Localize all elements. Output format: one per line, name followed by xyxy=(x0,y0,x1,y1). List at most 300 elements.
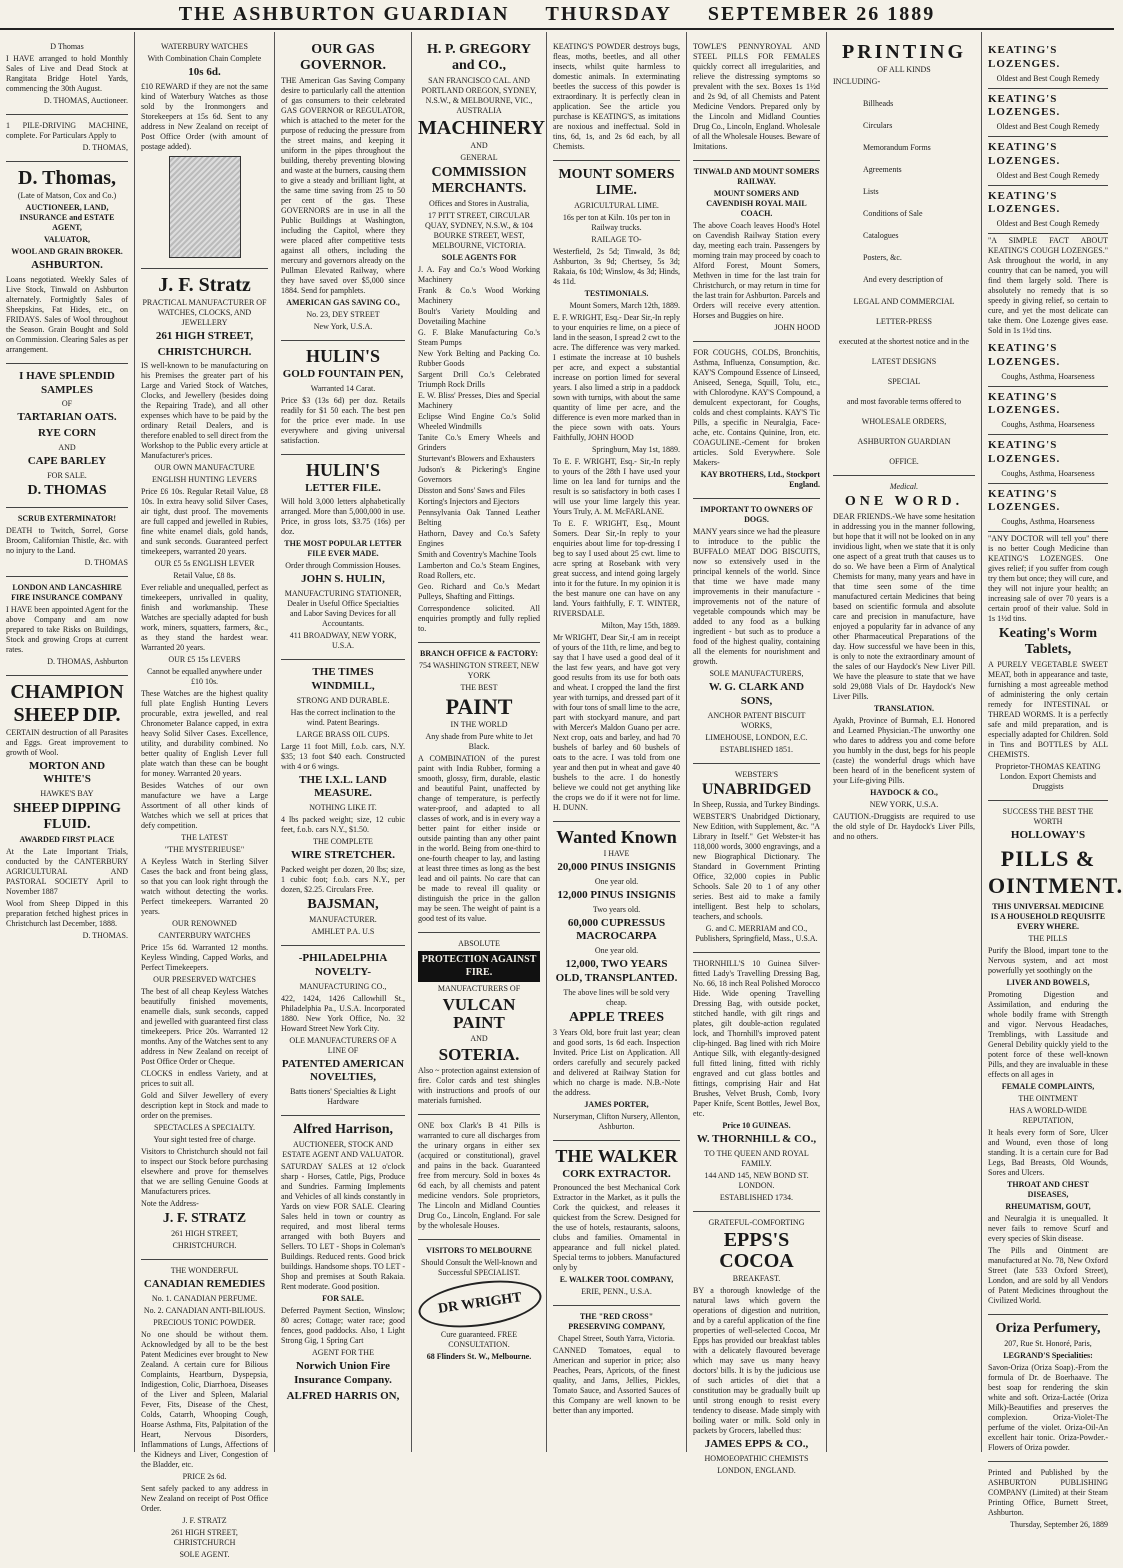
tree-age: Two years old. xyxy=(592,904,641,914)
ad-signature: D. THOMAS, xyxy=(82,143,128,152)
agency-item: Frank & Co.'s Wood Working Machinery xyxy=(418,286,540,306)
testimonial: E. F. WRIGHT, Esq.- Dear Sir,-In reply to your enquiries re lime, on a piece of land in the season, I spread 2 cwt to the acre. The difference was very marked. I estimate the increase at 10 bushels per acre, and expect a substantial increase on portion limed for several years. I also limed a strip in a paddock sown with turnips, with about the same quantity of lime per acre, and the difference is even more marked than in the piece sown with oats. Yours Faithfully, JOHN HOOD xyxy=(553,313,680,443)
remedy-item: No. 1. CANADIAN PERFUME. xyxy=(151,1294,258,1304)
ad-fire-insurance xyxy=(6,577,128,676)
printing-item: Memorandum Forms xyxy=(863,143,931,152)
ad-body: 422, 1424, 1426 Callowhill St., Philadelphia Pa., U.S.A. Incorporated 1880. New York Office, No. 32 Howard Street New York City. xyxy=(281,993,405,1033)
section-label: Medical. xyxy=(889,482,919,491)
ad-walker xyxy=(553,1141,680,1307)
kl-title: KEATING'S LOZENGES. xyxy=(988,439,1061,465)
ad-subtitle: (Late of Matson, Cox and Co.) xyxy=(17,191,117,200)
ad-and: AND xyxy=(470,141,488,151)
ad-address: NEW YORK, U.S.A. xyxy=(869,800,939,810)
ad-cure: Cure guaranteed. FREE CONSULTATION. xyxy=(440,1330,518,1349)
firm-city: CHRISTCHURCH. xyxy=(172,1241,237,1251)
ad-signature: D. THOMAS. xyxy=(82,931,128,941)
ad-heading: WATERBURY WATCHES xyxy=(161,42,248,51)
ad-title: Oriza Perfumery, xyxy=(995,1320,1101,1336)
ad-protection: PROTECTION AGAINST FIRE. xyxy=(418,951,540,982)
tree-item: 20,000 PINUS INSIGNIS xyxy=(557,861,676,874)
ad-body: Has the correct inclination to the wind. Patent Bearings. xyxy=(290,707,396,727)
ad-printing xyxy=(833,36,975,476)
ad-sole: SOLE AGENTS FOR xyxy=(441,253,517,263)
ad-title: WIRE STRETCHER. xyxy=(291,849,395,862)
ad-and: AND xyxy=(470,1034,488,1044)
column-2 xyxy=(135,32,275,1560)
ad-fluid: SHEEP DIPPING FLUID. xyxy=(13,801,121,833)
masthead-paper-name: THE ASHBURTON GUARDIAN xyxy=(178,2,510,25)
ad-hulin-file xyxy=(281,455,405,660)
ad-keating-lozenges xyxy=(988,36,1108,801)
section-sub: Retail Value, £8 8s. xyxy=(173,571,236,581)
ad-body: Will hold 3,000 letters alphabetically arranged. More than 5,000,000 in use. Price, in gross lots, $3.75 (16s) per doz. xyxy=(281,497,405,537)
ad-note: The above lines will be sold very cheap. xyxy=(563,987,670,1007)
ad-melbourne-specialist xyxy=(418,1240,540,1370)
ad-sub: AUCTIONEER, STOCK AND ESTATE AGENT AND VALUATOR. xyxy=(282,1140,404,1160)
ad-haydock xyxy=(833,476,975,850)
ad-world: IN THE WORLD xyxy=(450,720,508,730)
ad-sub: NOTHING LIKE IT. xyxy=(309,803,377,813)
column-5 xyxy=(547,32,687,1452)
section-body: Price £6 10s. Regular Retail Value, £8 10s. In extra heavy solid Silver Cases, air tight, dust proof. The movements are full capped and jewelled in Rubies, fine white enamel dials, gold hands, and sunk seconds. Guaranteed perfect timekeepers, warranted 20 years. xyxy=(141,487,268,557)
section-head: THROAT AND CHEST DISEASES, xyxy=(1007,1179,1089,1199)
ad-paint-title: PAINT xyxy=(445,694,513,720)
agency-item: Tanite Co.'s Emery Wheels and Grinders xyxy=(418,433,540,453)
agency-item: E. W. Bliss' Presses, Dies and Special Machinery xyxy=(418,391,540,411)
section-body: Ever reliable and unequalled, perfect as timekeepers, unrivalled in quality, finish and workmanship. These Watches are specially adapted for bush work, miners, squatters, farmers, &c., as they stand the hardest wear. Warranted 20 years. xyxy=(141,583,268,653)
section-body: A Keyless Watch in Sterling Silver Cases the back and front being glass, so that you can look right through the watch without detecting the works. Perfect timekeepers. Warranted 20 years. xyxy=(141,857,268,917)
ad-success: SUCCESS THE BEST THE WORTH xyxy=(1002,807,1094,827)
section-body: Your sight tested free of charge. xyxy=(153,1135,256,1145)
kl-title: KEATING'S LOZENGES. xyxy=(988,342,1061,368)
ad-dog-biscuits xyxy=(693,499,820,764)
ad-oriza xyxy=(988,1315,1108,1462)
kl-sub: Coughs, Asthma, Hoarseness xyxy=(1001,420,1095,429)
ad-translation: TRANSLATION. xyxy=(873,704,935,714)
ad-heading: THE WONDERFUL xyxy=(170,1266,239,1276)
ad-monthly-sales xyxy=(6,36,128,115)
ad-sub: GRATEFUL-COMFORTING xyxy=(708,1218,805,1228)
ad-proprietor: Proprietor-THOMAS KEATING London. Export Chemists and Druggists xyxy=(995,762,1101,792)
agency-item: Sargent Drill Co.'s Celebrated Triumph Rock Drills xyxy=(418,370,540,390)
ad-title: J. F. Stratz xyxy=(158,273,251,296)
ad-kay-brothers xyxy=(693,342,820,499)
ad-line: AUCTIONEER, LAND, INSURANCE and ESTATE AGENT, xyxy=(19,203,115,232)
ad-shade: Any shade from Pure white to Jet Black. xyxy=(425,732,533,752)
ad-line: WOOL AND GRAIN BROKER. xyxy=(11,247,123,256)
section-head: THE LATEST xyxy=(181,833,228,843)
ad-samples xyxy=(6,364,128,508)
tree-item: 12,000 PINUS INSIGNIS xyxy=(557,888,676,901)
note-address: Note the Address- xyxy=(141,1199,199,1209)
ad-of: OF xyxy=(61,399,73,409)
ad-sub: MANUFACTURING CO., xyxy=(299,981,387,991)
section-body: CLOCKS in endless Variety, and at prices to suit all. xyxy=(141,1069,268,1089)
ad-keating-powder xyxy=(553,36,680,161)
ad-body: KEATING'S POWDER destroys bugs, fleas, moths, beetles, and all other insects, whilst quite harmless to domestic animals. In exterminating beetles the success of this powder is extraordinary. It is perfectly clean in application. See the article you purchase is KEATING'S, as imitations are noxious and ineffectual. Sold in tins, 6d, 1s, and 2s 6d each, by all Chemists. xyxy=(553,42,680,151)
ad-body: ONE box Clark's B 41 Pills is warranted to cure all discharges from the urinary organs in either sex (acquired or constitutional), gravel and pains in the back. Guaranteed free from mercury. Sold in boxes 4s 6d each, by all chemists and patent medicine vendors. Sole proprietors, The Lincoln and Midland Counties Drug Co., Lincoln, England. For sale by the wholesale Houses. xyxy=(418,1121,540,1230)
remedy-item: No. 2. CANADIAN ANTI-BILIOUS. xyxy=(143,1306,266,1316)
ad-sub: In Sheep, Russia, and Turkey Bindings. xyxy=(693,800,820,810)
ad-title: THE I.X.L. LAND MEASURE. xyxy=(299,773,387,800)
agency-item: J. A. Fay and Co.'s Wood Working Machinery xyxy=(418,265,540,285)
ad-sub: I HAVE xyxy=(603,849,630,859)
agency-item: Hathorn, Davey and Co.'s Safety Engines xyxy=(418,529,540,549)
section-head: OUR £5 5s ENGLISH LEVER xyxy=(154,559,255,569)
ad-pile-driving xyxy=(6,115,128,162)
ad-paint xyxy=(418,643,540,933)
ad-machinery: MACHINERY xyxy=(418,117,546,140)
ad-address: No. 23, DEY STREET xyxy=(306,310,380,320)
ad-title: HULIN'S xyxy=(305,346,381,367)
ad-body: Large 11 foot Mill, f.o.b. cars, N.Y. $35; 13 foot $40 each. Constructed with 4 or 6 wings. xyxy=(281,741,405,771)
ad-body: Promoting Digestion and Assimilation, and enduring the whole bodily frame with Strength and vigor. Nervous Headaches, Tremblings, with Lassitude and General Debility quickly yield to the potent force of these well-known Pills, and they are invaluable in these effects on all ages in xyxy=(988,989,1108,1079)
ad-wanted-known xyxy=(553,822,680,1140)
ad-body: 4 lbs packed weight; size, 12 cubic feet, f.o.b. cars N.Y., $1.50. xyxy=(281,815,405,835)
ad-sub: BREAKFAST. xyxy=(732,1274,781,1284)
ad-body: and Neuralgia it is unequalled. It never fails to remove Scurf and every species of Skin disease. xyxy=(988,1213,1108,1243)
ad-address: 207, Rue St. Honoré, Paris, xyxy=(1004,1339,1092,1349)
ad-product: GOLD FOUNTAIN PEN, xyxy=(282,368,404,381)
ad-item: TARTARIAN OATS. xyxy=(17,411,117,424)
ad-company: AMERICAN GAS SAVING CO., xyxy=(286,298,400,308)
ad-title: HULIN'S xyxy=(305,459,381,480)
ad-sheep-dip xyxy=(6,676,128,950)
section-head: OUR PRESERVED WATCHES xyxy=(153,975,256,985)
ad-title: PILLS & OINTMENT. xyxy=(988,845,1123,899)
ad-body: Ayakh, Province of Burmah, E.I. Honored and Learned Physician.-The unworthy one who dares to address you and come before you humbly in the dust, begs for his people (caste) the wonderful drugs which have been heard of in the beneficent system of your Life-giving Pills. xyxy=(833,716,975,786)
ad-line: VALUATOR, xyxy=(43,235,90,244)
ad-body: THORNHILL'S 10 Guinea Silver-fitted Lady's Travelling Dressing Bag, No. 66, 18 inch Real Polished Morocco Hide. Wide opening Travelling Dressing Bag, with outside pocket, stitched handle, with gilt rings and plates, gilt double-action regulated lock, and Thornhill's improved patent clip-hinged. Bag lined with rich Moire Antique Silk, with elegantly-designed full fitted lining, fitted with richly engraved and cut glass bottles and fittings, comprising Hair and Hat Brushes, Velvet Brush, Comb, Ivory Paper Knife, Scent Bottles, Jewel Box, etc. xyxy=(693,959,820,1119)
ad-legrand: LEGRAND'S Specialities: xyxy=(1003,1351,1093,1361)
ad-signature: KAY BROTHERS, Ltd., Stockport England. xyxy=(700,470,820,489)
ad-slogan: THE MOST POPULAR LETTER FILE EVER MADE. xyxy=(284,539,402,559)
printing-item: Billheads xyxy=(863,99,894,108)
ad-body: BY a thorough knowledge of the natural laws which govern the operations of digestion and nutrition, and by a careful application of the fine properties of well-selected Cocoa, Mr Epps has provided our breakfast tables with a delicately flavoured beverage which may save us many heavy doctors' bills. It is by the judicious use of such articles of diet that a constitution may be gradually built up until strong enough to resist every tendency to disease. Made simply with boiling water or milk. Sold only in packets by Grocers, labelled thus: xyxy=(693,1286,820,1436)
ad-sub: HOMOEOPATHIC CHEMISTS xyxy=(704,1453,809,1463)
ad-price: Price 10 GUINEAS. xyxy=(722,1121,791,1131)
ad-works: ANCHOR PATENT BISCUIT WORKS, xyxy=(707,710,806,730)
ad-sub: LARGE BRASS OIL CUPS. xyxy=(296,729,390,739)
ad-body: I HAVE arranged to hold Monthly Sales of Live and Dead Stock at Rangitata Bridge Hotel Yards, commencing the 30th August. xyxy=(6,54,128,93)
firm-agent: SOLE AGENT. xyxy=(179,1550,230,1560)
ad-body: Price $3 (13s 6d) per doz. Retails readily for $1 50 each. The best pen for the price ever made. In use everywhere and giving universal satisfaction. xyxy=(281,395,405,445)
ad-award-body: At the Late Important Trials, conducted by the CANTERBURY AGRICULTURAL AND PASTORAL SOCIETY April to November 1887 xyxy=(6,847,128,897)
ad-title: PATENTED AMERICAN NOVELTIES, xyxy=(281,1057,405,1084)
ad-body: MANY years since we had the pleasure to introduce to the public the BUFFALO MEAT DOG BISCUITS, now so extensively used in the principal kennels of the world. Since that time we have made many improvements in their manufacture - improvements not of the nature of vegetable compounds which may be added to any food as a bulking ingredient - but such as to produce a food of the highest quality, containing all the elements for nourishment and growth. xyxy=(693,527,820,666)
ad-place: ASHBURTON. xyxy=(31,259,103,271)
ad-terms: and most favorable terms offered to xyxy=(846,397,962,406)
ad-best: THE BEST xyxy=(460,683,498,693)
ad-alfred-harrison xyxy=(281,1116,405,1411)
ad-gregory xyxy=(418,36,546,643)
ad-body: I HAVE been appointed Agent for the above Company and am now prepared to take Risks on Buildings, Stock and growing Crops at current rates. xyxy=(6,604,128,654)
firm-address: 261 HIGH STREET, xyxy=(171,1229,238,1239)
printing-item: Lists xyxy=(863,187,879,196)
ad-body: 3 Years Old, bore fruit last year; clean and good sorts, 1s 6d each. Inspection Invited. Price List on Application. All orders carefully and securely packed and delivered at Railway Station for which no charge is made. N.B.-Note the address. xyxy=(553,1027,680,1097)
ad-title: TINWALD AND MOUNT SOMERS RAILWAY. xyxy=(693,167,820,186)
ad-branch: BRANCH OFFICE & FACTORY: xyxy=(419,649,539,659)
kl-sub: Coughs, Asthma, Hoarseness xyxy=(1001,468,1095,478)
section-body: The best of all cheap Keyless Watches beautifully finished movements, enamelle dials, sunk seconds, capped and jewelled with guaranteed first class timekeepers. Price 20s. Warranted 12 months. Any of the Watches sent to any address in New Zealand on receipt of Post Office Order or Cheque. xyxy=(141,987,268,1067)
ad-sub: THE COMPLETE xyxy=(313,837,373,847)
ad-sole: SOLE MANUFACTURERS, xyxy=(709,669,804,678)
ad-address: Nurseryman, Clifton Nursery, Allenton, Ashburton. xyxy=(553,1111,681,1131)
agency-item: Sturtevant's Blowers and Exhausters xyxy=(418,454,535,464)
agency-item: Lamberton and Co.'s Steam Engines, Road Rollers, etc. xyxy=(418,561,540,581)
ad-address: LONDON, ENGLAND. xyxy=(717,1465,796,1475)
ad-special: SPECIAL xyxy=(887,377,921,386)
ad-body: TOWLE'S PENNYROYAL AND STEEL PILLS FOR FEMALES quickly correct all irregularities, and relieve the distressing symptoms so prevalent with the sex. Boxes 1s 1½d and 2s 9d, of all Chemists and Patent Medicine Vendors. Prepared only by the Lincoln and Midland Counties Drug Co., Lincoln, England. Wholesale of all the Wholesale Houses. Beware of Imitations. xyxy=(693,42,820,151)
ad-including: INCLUDING- xyxy=(833,77,881,86)
section-body: Gold and Silver Jewellery of every description kept in Stock and made to order on the premises. xyxy=(141,1091,268,1121)
agency-item: Judson's & Pickering's Engine Governors xyxy=(418,465,540,485)
section-head: ENGLISH HUNTING LEVERS xyxy=(152,475,257,485)
keating-lozenge-item xyxy=(988,338,1108,387)
ad-stratz xyxy=(141,269,268,1261)
ad-branch-address: 754 WASHINGTON STREET, NEW YORK xyxy=(419,661,539,681)
ad-est: ESTABLISHED 1851. xyxy=(719,744,794,754)
kl-sub: Oldest and Best Cough Remedy xyxy=(996,170,1100,180)
ad-mfrs: MANUFACTURERS OF xyxy=(437,984,521,994)
ad-company: JAMES EPPS & CO., xyxy=(704,1438,809,1451)
ad-body: Pronounced the best Mechanical Cork Extractor in the Market, as it pulls the Cork the quickest, and releases it quickest from the Screw. Designed for the use of hotels, restaurants, saloons, clubs and families. Ornamental in appearance and full nickel plated. Special terms to jobbers. Manufactured only by xyxy=(553,1183,680,1273)
tree-item: 12,000, TWO YEARS OLD, TRANSPLANTED. xyxy=(555,958,678,984)
ad-sub: STRONG AND DURABLE. xyxy=(296,695,390,705)
section-sub: Cannot be equalled anywhere under £10 10s. xyxy=(146,667,263,687)
ad-sent: Sent safely packed to any address in New Zealand on receipt of Post Office Order. xyxy=(141,1484,268,1514)
kl-title: KEATING'S LOZENGES. xyxy=(988,487,1061,514)
ad-body: THE American Gas Saving Company desire to particularly call the attention of gas consumers to their celebrated GAS GOVERNOR or REGULATOR, which is attached to the meter for the purpose of reducing the pressure from the street mains, and keeping it uniform in the pipes throughout the building, thereby preventing blowing and waste at the burners, causing them to give a steady and brilliant light, at the same time saving from 25 to 50 per cent of the gas. These GOVERNORS are in use in all the Public Buildings at Washington, including the Capitol, where they were placed after competitive tests against all others, including the mercury and governors already on the Pullman Elevated Railway, where they have saved over $5,000 since 1884. Send for pamphlets. xyxy=(281,76,405,296)
ad-address: 144 AND 145, NEW BOND ST. LONDON. xyxy=(704,1171,809,1191)
agency-item: G. F. Blake Manufacturing Co.'s Steam Pumps xyxy=(418,328,540,348)
ad-title: IMPORTANT TO OWNERS OF DOGS. xyxy=(700,505,813,524)
kl-title: KEATING'S LOZENGES. xyxy=(988,189,1061,216)
agency-item: Boult's Variety Moulding and Dovetailing Machine xyxy=(418,307,540,327)
ad-holloway xyxy=(988,801,1123,1315)
ad-title: THE TIMES WINDMILL, xyxy=(311,666,375,692)
column-1 xyxy=(0,32,135,1452)
ad-sub: HAWKE'S BAY xyxy=(40,789,94,799)
ad-body: Purify the Blood, impart tone to the Nervous system, and act most powerfully yet soothingly on the xyxy=(988,945,1108,975)
kl-sub: Oldest and Best Cough Remedy xyxy=(996,73,1100,83)
firm-address: 261 HIGH STREET, CHRISTCHURCH xyxy=(171,1528,238,1548)
ad-body: CANNED Tomatoes, equal to American and superior in price; also Peaches, Pears, Apricots, of the finest quality, and Jams, Jellies, Pickles, Tomato Sauce, and Assorted Sauces of this Company are well known to be better than any imported. xyxy=(553,1346,680,1416)
keating-lozenge-item xyxy=(988,435,1108,484)
section-head: SPECTACLES A SPECIALTY. xyxy=(154,1123,255,1133)
column-3 xyxy=(275,32,412,1452)
ad-signature: D. THOMAS xyxy=(84,557,128,567)
keating-lozenge-item xyxy=(988,137,1108,186)
section-body: These Watches are the highest quality full plate English Hunting Levers procurable, extra jewelled, and real Chronometer Balance capped, in extra heavy Solid Silver Cases. Excellence, utility, and durability combined. No better quality of English Lever full plate watch than these can be bought for money. Warranted 20 years. xyxy=(141,689,268,779)
ad-item: RYE CORN xyxy=(38,427,96,439)
section-sub: HAS A WORLD-WIDE REPUTATION, xyxy=(1009,1105,1087,1125)
ad-city: CHRISTCHURCH. xyxy=(157,345,252,358)
imprint-date: Thursday, September 26, 1889 xyxy=(1010,1520,1108,1530)
ad-sub: Should Consult the Well-known and Successful SPECIALIST. xyxy=(420,1258,538,1277)
agency-item: Geo. Richard and Co.'s Medart Pulleys, Shafting and Fittings. xyxy=(418,582,540,602)
clock-illustration xyxy=(169,156,241,258)
ad-sub: Batts tioners' Specialties & Light Hardware xyxy=(290,1087,396,1107)
printing-item: Catalogues xyxy=(863,231,899,240)
ad-address: LIMEHOUSE, LONDON, E.C. xyxy=(705,732,808,742)
printing-list xyxy=(833,99,975,285)
section-head: FEMALE COMPLAINTS, xyxy=(1001,1081,1095,1091)
ad-body: Deferred Payment Section, Winslow; 80 acres; Cottage; water race; good fences, good paddocks. Also, 1 Light Strong Gig, 1 Spring Cart xyxy=(281,1306,405,1346)
ad-heading: I HAVE SPLENDID SAMPLES xyxy=(19,369,115,396)
ad-royal: TO THE QUEEN AND ROYAL FAMILY. xyxy=(704,1149,809,1169)
ad-name: D. THOMAS xyxy=(27,482,107,498)
ad-caution: CAUTION.-Druggists are required to use the old style of Dr. Haydock's Liver Pills, and no others. xyxy=(833,812,975,842)
section-head: "THE MYSTERIEUSE" xyxy=(164,845,245,855)
printing-item: Posters, &c. xyxy=(863,253,902,262)
ad-body: A COMBINATION of the purest paint with India Rubber, forming a smooth, glossy, firm, durable, elastic and beautiful Paint, unaffected by change of temperature, is perfectly water-proof, and adapted to all classes of work, and is in every way a better paint for either inside or outside painting than any other paint in the world. Being from one-third to one-fourth cheaper to lay, and lasting at least three times as long as the best lead and oil paints. No care that can be made to reveal ill quality or distinguish the price in the gallon may be seen. The weight of paint is a good test of its value. xyxy=(418,754,540,924)
ad-title: UNABRIDGED xyxy=(701,780,812,798)
ad-title: Wanted Known xyxy=(556,827,677,848)
agency-list xyxy=(418,265,540,602)
columns xyxy=(0,32,1123,1560)
section-head: RHEUMATISM, GOUT, xyxy=(1005,1201,1091,1211)
ad-signature: JOHN HOOD xyxy=(774,323,820,332)
agency-item: Smith and Coventry's Machine Tools xyxy=(418,550,537,560)
masthead-day: THURSDAY xyxy=(545,2,672,25)
ad-correspondence: Correspondence solicited. All enquiries promptly and fully replied to. xyxy=(418,604,540,634)
ad-windmill xyxy=(281,660,405,946)
ad-award: AWARDED FIRST PLACE xyxy=(19,835,115,845)
ad-sub: MANUFACTURING STATIONER, Dealer in Useful Office Specialties and Labor Saving Devices for all Accountants. xyxy=(284,589,402,629)
ad-publisher: G. and C. MERRIAM and CO., Publishers, Springfield, Mass., U.S.A. xyxy=(695,924,818,944)
column-8 xyxy=(982,32,1123,1530)
agency-item: Disston and Sons' Saws and Files xyxy=(418,486,526,496)
testimonial-place: Mount Somers, March 12th, 1889. xyxy=(569,301,680,311)
imprint-text: Printed and Published by the ASHBURTON PUBLISHING COMPANY (Limited) at their Steam Printing Office, Burnett Street, Ashburton. xyxy=(988,1468,1108,1518)
keating-lozenge-item xyxy=(988,484,1108,533)
ad-title: CANADIAN REMEDIES xyxy=(143,1278,266,1291)
kl-title: KEATING'S LOZENGES. xyxy=(988,92,1061,119)
ad-sub: MOUNT SOMERS AND CAVENDISH ROYAL MAIL COACH. xyxy=(706,189,807,218)
kl-sub: Oldest and Best Cough Remedy xyxy=(996,122,1100,131)
tree-age: One year old. xyxy=(594,946,639,956)
imprint xyxy=(988,1462,1108,1538)
ad-title: THE WALKER xyxy=(555,1145,678,1166)
ad-title: MOUNT SOMERS LIME. xyxy=(558,167,675,199)
ad-signature: D. THOMAS, Ashburton xyxy=(47,656,128,666)
ad-makers: MORTON AND WHITE'S xyxy=(28,759,106,786)
ad-mail-coach xyxy=(693,161,820,342)
ad-testimonials: TESTIMONIALS. xyxy=(584,289,649,299)
ad-city: New York, U.S.A. xyxy=(313,322,373,332)
ad-body: "A SIMPLE FACT ABOUT KEATING'S COUGH LOZENGES." Ask throughout the world, in any country that can be named, you will find them largely sold. There is absolutely no remedy that is so speedy in giving relief, so certain to cure, and yet the most delicate can take them. One Lozenge gives ease. Sold in 1s 1½d tins. xyxy=(988,236,1108,335)
ad-body: "ANY DOCTOR will tell you" there is no better Cough Medicine than KEATING'S LOZENGES. One gives relief; if you suffer from cough try them but once; they will cure, and they will not injure your health; an increasing sale of over 70 years is a certain proof of their value. Sold in 1s 1½d tins. xyxy=(988,534,1108,623)
ad-mount-somers-lime xyxy=(553,161,680,822)
keating-lozenge-item xyxy=(988,387,1108,436)
ad-company: BAJSMAN, xyxy=(307,896,379,912)
ad-exec: executed at the shortest notice and in the xyxy=(839,337,969,346)
ad-wool: Wool from Sheep Dipped in this preparation fetched highest prices in Christchurch last December, 1888. xyxy=(6,899,128,929)
keating-lozenge-item xyxy=(988,186,1108,235)
column-6 xyxy=(687,32,827,1475)
ad-body: It heals every form of Sore, Ulcer and Wound, even those of long standing. It is a certain cure for Bad Legs, Bad Breasts, Old Wounds, Sores and Ulcers. xyxy=(988,1127,1108,1177)
ad-philadelphia xyxy=(281,946,405,1116)
ad-title-2: SHEEP DIP. xyxy=(13,703,121,726)
ad-sub: Warranted 14 Carat. xyxy=(310,383,376,393)
ad-body: Savon-Oriza (Oriza Soap).-From the formula of Dr. de Boerhaave. The best soap for rendering the skin white and soft. Oriza-Lactée (Oriza Milk)-Beautifies and preserves the complexion. Oriza-Violet-The perfume of the violet. Oriza-Oil-An excellent hair tonic. Oriza-Powder.-Flowers of Oriza powder. xyxy=(988,1363,1108,1453)
ad-absolute: ABSOLUTE xyxy=(458,939,500,949)
agency-item: Korting's Injectors and Ejectors xyxy=(418,497,520,507)
logo-text: DR WRIGHT xyxy=(437,1290,523,1318)
ad-company: E. WALKER TOOL COMPANY, xyxy=(559,1275,674,1285)
ad-address: 411 BROADWAY, NEW YORK, U.S.A. xyxy=(289,631,397,651)
ad-price: PRICE 2s 6d. xyxy=(182,1472,227,1482)
printing-item: Agreements xyxy=(863,165,902,174)
ad-body: DEAR FRIENDS.-We have some hesitation in addressing you in the manner following, but hope that it will not be looked on in any invidious light, when we state that it is only one aspect of a great truth that causes us to do so. We have been a Firm of Analytical Chemists for many, many years and have in that time seen some of the time manufactured certain Medicines that being based on scientific formula and absolute care and precision in manufacture, have enjoyed a popularity far in advance of any other Pharmaceutical Preparations of the day. How successful we have been in this, is only to note the extraordinary amount of the sales of our Haydock's New Liver Pill. We have the pleasure to state that we have sold 29,088 Vials of Dr. Haydock's New Liver Pills. xyxy=(833,512,975,702)
ad-holloway-name: HOLLOWAY'S xyxy=(1010,829,1086,842)
testimonial-place: Milton, May 15th, 1889. xyxy=(601,621,680,631)
ad-sub: MANUFACTURER. xyxy=(309,915,377,925)
kl-title: KEATING'S LOZENGES. xyxy=(988,44,1061,70)
ad-title: VISITORS TO MELBOURNE xyxy=(426,1246,532,1255)
ad-vulcan: VULCAN PAINT xyxy=(442,995,516,1033)
ad-product: LETTER FILE. xyxy=(305,481,381,494)
ad-sub: PRACTICAL MANUFACTURER OF WATCHES, CLOCKS, AND JEWELLERY xyxy=(142,297,267,327)
ad-apple: APPLE TREES xyxy=(568,1009,665,1025)
ad-body: Packed weight per dozen, 20 lbs; size, 1 cubic foot; f.o.b. cars N.Y., per dozen, $2.25. Circulars Free. xyxy=(281,864,405,894)
printing-item: Circulars xyxy=(863,121,893,130)
tree-item: 60,000 CUPRESSUS MACROCARPA xyxy=(567,916,666,943)
testimonial: To E. F. WRIGHT, Esq., Mount Somers. Dear Sir,-In reply to your enquiries about lime for top-dressing I beg to say I used about 25 cwt. lime to acre spring at Rosebank with very great success, and intend going largely into it for the future. In my opinion it is the best manure one can have on any land. Yours faithfully, F. T. WINTER, RIVERSDALE. xyxy=(553,519,680,619)
column-4 xyxy=(412,32,547,1452)
tree-age: One year old. xyxy=(594,876,639,886)
masthead-date: SEPTEMBER 26 1889 xyxy=(707,2,936,25)
section-body: Visitors to Christchurch should not fail to inspect our Stock before purchasing elsewhere and prove for themselves that we are selling Genuine Goods at Manufacturers prices. xyxy=(141,1147,268,1197)
ad-address: 261 HIGH STREET, xyxy=(155,329,254,342)
keating-lozenge-item xyxy=(988,89,1108,138)
ad-clark-pills xyxy=(418,1115,540,1240)
printing-item: Conditions of Sale xyxy=(863,209,923,218)
ad-press: LETTER-PRESS xyxy=(875,317,932,326)
ad-general: GENERAL xyxy=(460,153,498,163)
ad-body: A PURELY VEGETABLE SWEET MEAT, both in appearance and taste, furnishing a most agreeable method of administering the only certain remedy for INTESTINAL or THREAD WORMS. It is a perfectly safe and mild preparation, and is especially adapted for Children. Sold in Tins and BOTTLES by ALL CHEMISTS. xyxy=(988,660,1108,760)
ad-body: FOR COUGHS, COLDS, Bronchitis, Asthma, Influenza, Consumption, &c. KAY'S Compound Essence of Linseed, Aniseed, Senega, Squill, Tolu, etc., with Chlorodyne. KAY'S Compound, a demulcent expectorant, for Coughs, colds and chest complaints. KAY'S Tic Pills, a specific in Neuralgia, Face-ache, etc. Contains Quinine, Iron, etc. COAGULINE.-Cement for broken articles. Sold Everywhere. Sole Makers- xyxy=(693,348,820,467)
ad-body: DEATH to Twitch, Sorrel, Gorse Broom, Californian Thistle, &c. with no injury to the Land. xyxy=(6,525,128,555)
ad-body: SATURDAY SALES at 12 o'clock sharp - Horses, Cattle, Pigs, Produce and Sundries. Farming Implements and Vehicles of all kinds constantly in Yards on view FOR SALE. Clearing Sales held in town or country as required, and most liberal terms arranged with both Buyers and Sellers. TO LET - Shops in Coleman's Buildings. Reduced rents. Good brick buildings. Handsome shops. TO LET - Shop and premises at South Rakaia. Rent moderate. Good position. xyxy=(281,1162,405,1292)
firm-name: J. F. STRATZ xyxy=(162,1211,247,1227)
ad-price: 16s per ton at Kiln. 10s per ton in Railway trucks. xyxy=(562,213,671,233)
section-head: LIVER AND BOWELS, xyxy=(1006,977,1090,987)
ad-address: SAN FRANCISCO CAL. AND PORTLAND OREGON, SYDNEY, N.S.W., & MELBOURNE, VIC., AUSTRALIA xyxy=(421,76,537,116)
ad-sub: OLE MANUFACTURERS OF A LINE OF xyxy=(289,1035,397,1055)
ad-title: THE "RED CROSS" PRESERVING COMPANY, xyxy=(568,1312,665,1332)
ad-scrub xyxy=(6,508,128,577)
printing-item: And every description of xyxy=(863,275,943,284)
ad-signature: D. THOMAS, Auctioneer. xyxy=(43,96,128,105)
ad-sale: FOR SALE. xyxy=(47,470,87,480)
ad-d-thomas xyxy=(6,162,128,364)
ad-soteria: SOTERIA. xyxy=(438,1045,520,1065)
ad-sub: OF ALL KINDS xyxy=(877,65,931,74)
ad-title: H. P. GREGORY and CO., xyxy=(426,42,531,74)
masthead xyxy=(0,0,1114,30)
ad-office: ASHBURTON GUARDIAN xyxy=(857,437,951,446)
ad-company: JOHN S. HULIN, xyxy=(301,573,385,586)
ad-title: D. Thomas, xyxy=(18,167,116,189)
ad-address: Chapel Street, South Yarra, Victoria. xyxy=(558,1334,675,1344)
ad-item: AND xyxy=(58,442,76,452)
ad-sub: With Combination Chain Complete xyxy=(147,54,262,63)
section-head: THE OINTMENT xyxy=(1018,1093,1078,1103)
ad-designs: LATEST DESIGNS xyxy=(871,357,937,366)
ad-signature: ALFRED HARRIS ON, xyxy=(286,1389,400,1402)
